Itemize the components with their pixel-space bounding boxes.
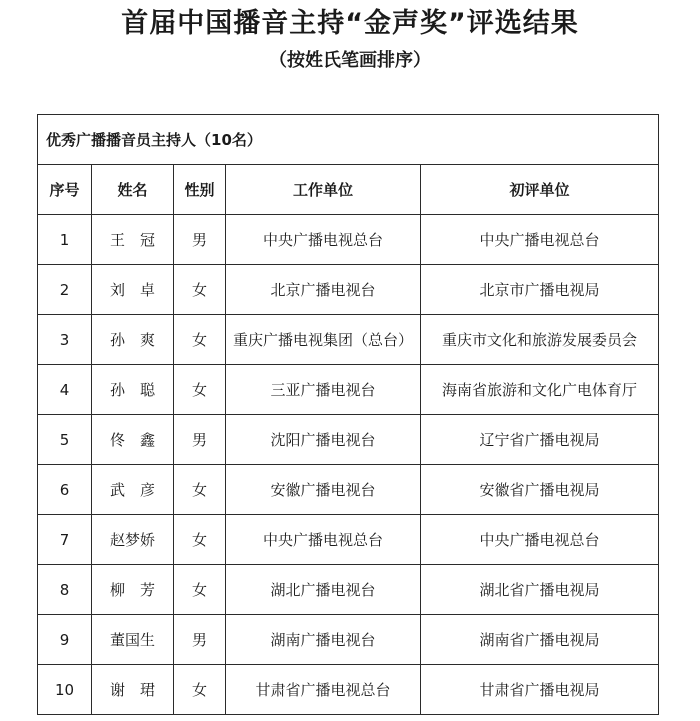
header-gender: 性别 [174,165,226,215]
cell-work-unit: 沈阳广播电视台 [226,415,421,465]
cell-work-unit: 重庆广播电视集团（总台） [226,315,421,365]
document-subtitle: （按姓氏笔画排序） [269,50,431,71]
table-row [38,665,659,715]
cell-name: 孙 爽 [92,315,174,365]
cell-review-unit: 安徽省广播电视局 [421,465,659,515]
table-row [38,365,659,415]
cell-number: 9 [38,615,92,665]
cell-work-unit: 中央广播电视总台 [226,515,421,565]
cell-gender: 男 [174,415,226,465]
cell-work-unit: 安徽广播电视台 [226,465,421,515]
table-row [38,265,659,315]
cell-review-unit: 中央广播电视总台 [421,215,659,265]
cell-gender: 女 [174,665,226,715]
cell-name: 王 冠 [92,215,174,265]
cell-work-unit: 三亚广播电视台 [226,365,421,415]
header-name: 姓名 [92,165,174,215]
cell-work-unit: 湖南广播电视台 [226,615,421,665]
cell-number: 1 [38,215,92,265]
cell-work-unit: 甘肃省广播电视总台 [226,665,421,715]
cell-review-unit: 辽宁省广播电视局 [421,415,659,465]
table-row [38,465,659,515]
cell-number: 7 [38,515,92,565]
cell-number: 6 [38,465,92,515]
cell-number: 8 [38,565,92,615]
cell-review-unit: 重庆市文化和旅游发展委员会 [421,315,659,365]
results-table [37,114,659,715]
category-row [38,115,659,165]
cell-review-unit: 甘肃省广播电视局 [421,665,659,715]
cell-number: 2 [38,265,92,315]
cell-review-unit: 湖南省广播电视局 [421,615,659,665]
cell-work-unit: 中央广播电视总台 [226,215,421,265]
cell-number: 10 [38,665,92,715]
header-review-unit: 初评单位 [421,165,659,215]
cell-name: 赵梦娇 [92,515,174,565]
cell-gender: 女 [174,365,226,415]
cell-review-unit: 北京市广播电视局 [421,265,659,315]
table-header-row [38,165,659,215]
table-row [38,315,659,365]
cell-gender: 女 [174,315,226,365]
header-work-unit: 工作单位 [226,165,421,215]
cell-gender: 女 [174,465,226,515]
cell-review-unit: 湖北省广播电视局 [421,565,659,615]
document-title: 首届中国播音主持“金声奖”评选结果 [121,8,579,39]
cell-name: 董国生 [92,615,174,665]
cell-gender: 女 [174,515,226,565]
cell-name: 佟 鑫 [92,415,174,465]
cell-review-unit: 中央广播电视总台 [421,515,659,565]
cell-name: 刘 卓 [92,265,174,315]
cell-number: 5 [38,415,92,465]
table-row [38,215,659,265]
cell-work-unit: 湖北广播电视台 [226,565,421,615]
cell-gender: 女 [174,265,226,315]
cell-work-unit: 北京广播电视台 [226,265,421,315]
cell-review-unit: 海南省旅游和文化广电体育厅 [421,365,659,415]
cell-name: 武 彦 [92,465,174,515]
table-row [38,615,659,665]
header-number: 序号 [38,165,92,215]
cell-name: 柳 芳 [92,565,174,615]
table-row [38,415,659,465]
category-title: 优秀广播播音员主持人（10名） [38,115,659,165]
cell-number: 3 [38,315,92,365]
table-row [38,565,659,615]
cell-gender: 男 [174,615,226,665]
cell-name: 孙 聪 [92,365,174,415]
cell-gender: 女 [174,565,226,615]
cell-number: 4 [38,365,92,415]
table-row [38,515,659,565]
cell-name: 谢 珺 [92,665,174,715]
cell-gender: 男 [174,215,226,265]
